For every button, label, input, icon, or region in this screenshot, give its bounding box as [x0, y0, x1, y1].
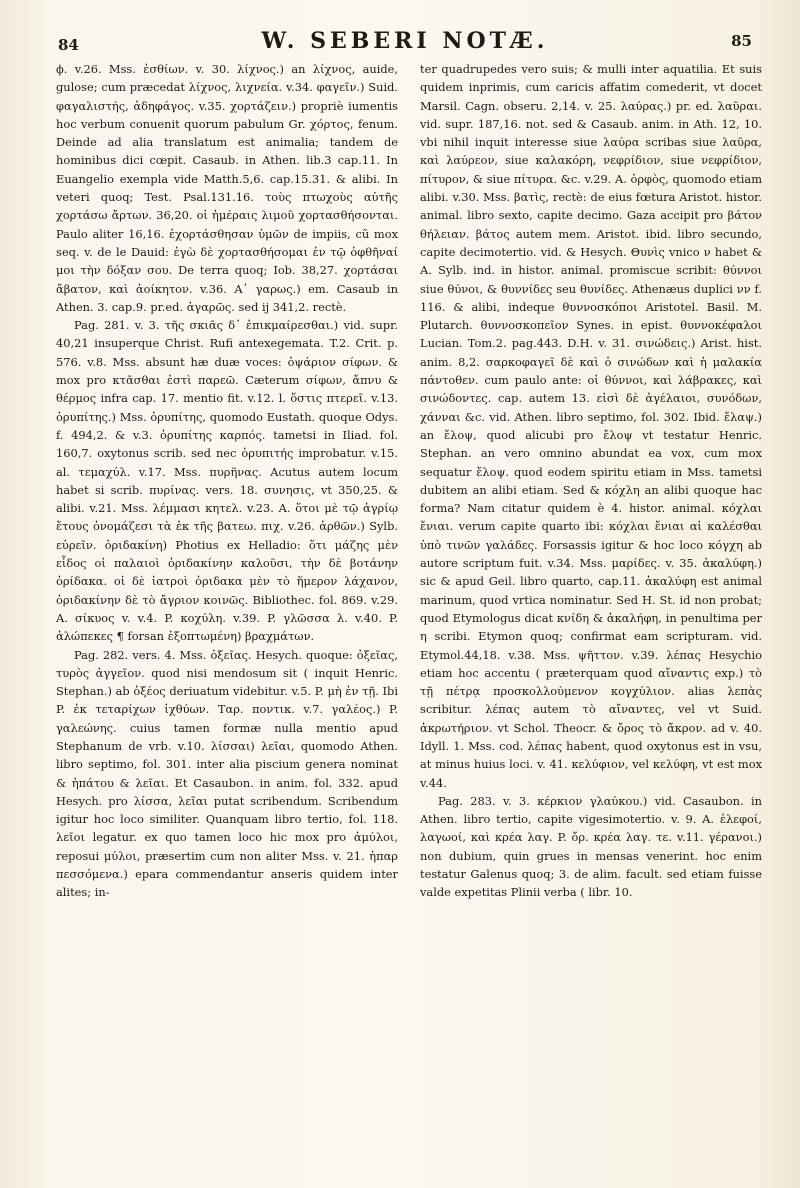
- text-columns: [56, 60, 762, 1148]
- folio-number-right: 85: [731, 32, 752, 50]
- right-column: [420, 60, 762, 1148]
- paragraph: ϕ. v.26. Mss. ἐσθίων. v. 30. λίχνος.) an λίχνος, auide, gulose; cum præcedat λίχνος, λιχνεία. v.34. φαγεῖν.) Suid. φαγαλιστής, ἀδηφάγος. v.35. χορτάζειν.) propriè iumentis hoc verbum conuenit quorum pabulum Gr. χόρτος, fenum. Deinde ad alia translatum est animalia; tandem de hominibus dici cœpit. Casaub. in Athen. lib.3 cap.11. In Euangelio exempla vide Matth.5,6. cap.15.31. & alibi. In veteri quoq; Test. Psal.131.16. τοὺς πτωχοὺς αὐτῆς χορτάσω ἄρτων. 36,20. οἱ ἡμέραις λιμοῦ χορτασθήσονται. Paulo aliter 16,16. ἐχορτάσθησαν ὑμῶν de impiis, cũ mox seq. v. de le Dauid: ἐγὼ δὲ χορτασθήσομαι ἐν τῷ ὀφθῆναί μοι τὴν δόξαν σου. De terra quoq; Iob. 38,27. χορτάσαι ἄβατον, καὶ ἀοίκητον. v.36. Α᾽ γαρως.) em. Casaub in Athen. 3. cap.9. pr.ed. ἀγαρῶς. sed ij 341,2. rectè.: [56, 62, 398, 314]
- left-column: [56, 60, 398, 1148]
- folio-number-left: 84: [58, 36, 79, 54]
- page-header: [50, 28, 760, 58]
- running-title: W. SEBERI NOTÆ.: [261, 28, 549, 54]
- paragraph: Pag. 283. v. 3. κέρκιον γλαύκου.) vid. Casaubon. in Athen. libro tertio, capite vigesimotertio. v. 9. A. ἐλεφοί, λαγωοί, καὶ κρέα λαγ. P. ὄρ. κρέα λαγ. τε. v.11. γέρανοι.) non dubium, quin grues in mensas venerint. hoc enim testatur Galenus quoq; 3. de alim. facult. sed etiam fuisse valde expetitas Plinii verba ( libr. 10.: [420, 793, 762, 900]
- paragraph: Pag. 281. v. 3. τῆς σκιᾶς δ᾽ ἐπικμαίρεσθαι.) vid. supr. 40,21 insuperque Christ. Rufi antexegemata. T.2. Crit. p. 576. v.8. Mss. absunt hæ duæ voces: ὀψάριον σίφων. & mox pro κτᾶσθαι ἐστὶ παρεῶ. Cæterum σίφων, ἄπνυ & θέρμος infra cap. 17. mentio fit. v.12. l. ὅστις πτερεῖ. v.13. ὀρυπίτης.) Mss. ὀρυπίτης, quomodo Eustath. quoque Odys. f. 494,2. & v.3. ὀρυπίτης καρπός. tametsi in Iliad. fol. 160,7. oxytonus scrib. sed nec ὀρυπιτής improbatur. v.15. al. τεμαχύλ. v.17. Mss. πυρῆνας. Acutus autem locum habet si scrib. πυρίνας. vers. 18. συνησις, vt 350,25. & alibi. v.21. Mss. λέμμασι κητελ. v.23. A. ὅτοι μὲ τῷ ἀγρίῳ ἔτους ὀνομάζεσι τὰ ἐκ τῆς βατεω. πιχ. v.26. ἀρθῶν.) Sylb. εὐρεῖν. ὀριδακίνη) Photius ex Helladio: ὅτι μάζης μὲν εἶδος οἱ παλαιοὶ ὀριδακίνην καλοῦσι, τὴν δὲ βοτάνην ὀρίδακα. οἱ δὲ ἰατροὶ ὀριδακα μὲν τὸ ἥμερον λάχανον, ὀριδακίνην δὲ τὸ ἄγριον κοινῶς. Bibliothec. fol. 869. v.29. A. σίκυος v. v.4. P. κοχύλη. v.39. P. γλῶσσα λ. v.40. P. ἀλώπεκες ¶ forsan ἐξοπτωμένη) βραχμάτων.: [56, 318, 398, 644]
- paragraph: ter quadrupedes vero suis; & mulli inter aquatilia. Et suis quidem inprimis, cum caricis affatim comederit, vt docet Marsil. Cagn. obseru. 2,14. v. 25. λαύρας.) pr. ed. λαῦραι. vid. supr. 187,16. not. sed & Casaub. anim. in Ath. 12, 10. vbi nihil inquit interesse siue λαύρα scribas siue λαῦρα, καὶ λαύρεον, siue καλακόρη, νεφρίδιον, siue νεφρίδιον, πίτυρον, & siue πίτυρα. &c. v.29. A. ὀρφὸς, quomodo etiam alibi. v.30. Mss. βατὶς, rectè: de eius fœtura Aristot. histor. animal. libro sexto, capite decimo. Gaza accipit pro βάτον θήλειαν. βάτος autem mem. Aristot. ibid. libro secundo, capite decimotertio. vid. & Hesych. Θυνὶς vnico ν habet & A. Sylb. ind. in histor. animal. promiscue scribit: θύννοι siue θύνοι, & θυννίδες seu θυνίδες. Athenæus duplici νν f. 116. & alibi, indeque θυννοσκόποι Aristotel. Basil. M. Plutarch. θυννοσκοπεῖον Synes. in epist. θυννοκέφαλοι Lucian. Tom.2. pag.443. D.H. v. 31. σινώδεις.) Arist. hist. anim. 8,2. σαρκοφαγεῖ δὲ καὶ ὁ σινώδων καὶ ἡ μαλακία πάντοθεν. cum paulo ante: οἱ θύννοι, καὶ λάβρακες, καὶ σινώδοντες. cap. autem 13. εἰσὶ δὲ ἀγέλαιοι, συνόδων, χάνναι &c. vid. Athen. libro septimo, fol. 302. Ibid. ἔλαψ.) an ἔλοψ, quod alicubi pro ἔλοψ vt testatur Henric. Stephan. an vero omnino abundat ea vox, cum mox sequatur ἔλοψ. quod eodem spiritu etiam in Mss. tametsi dubitem an alibi etiam. Sed & κόχλη an alibi quoque hac forma? Nam citatur quidem è 4. histor. animal. κόχλαι ἔνιαι. verum capite quarto ibi: κόχλαι ἔνιαι αἱ καλέσθαι ὑπὸ τινῶν γαλάδες. Forsassis igitur & hoc loco κόγχη ab autore scriptum fuit. v.34. Mss. μαρίδες. v. 35. ἀκαλύφη.) sic & apud Geil. libro quarto, cap.11. ἀκαλύφη est animal marinum, quod vrtica nominatur. Sed H. St. id non probat; quod Etymologus dicat κνίδη & ἀκαλήφη, in penultima per η scribi. Etymon quoq; confirmat eam scripturam. vid. Etymol.44,18. v.38. Mss. ψῆττον. v.39. λέπας Hesychio etiam hoc accentu ( præterquam quod αἴναντις exp.) τὸ τῇ πέτρᾳ προσκολλούμενον κογχύλιον. alias λεπὰς scribitur. λέπας autem τὸ αἴναντες, vel vt Suid. ἀκρωτήριον. vt Schol. Theocr. & ὄρος τὸ ἄκρον. ad v. 40. Idyll. 1. Mss. cod. λέπας habent, quod oxytonus est in vsu, at minus huius loci. v. 41. κελύφιον, vel κελύφη, vt est mox v.44.: [420, 62, 762, 790]
- paragraph: Pag. 282. vers. 4. Mss. ὀξεῖας. Hesych. quoque: ὀξεῖας, τυρὸς ἀγγεῖον. quod nisi mendosum sit ( inquit Henric. Stephan.) ab ὀξέος deriuatum videbitur. v.5. P. μὴ ἐν τῇ. Ibi P. ἐκ τεταρίχων ἰχθύων. Ταρ. ποντικ. v.7. γαλέος.) P. γαλεώνης. cuius tamen formæ nulla mentio apud Stephanum de vrb. v.10. λίσσαι) λεῖαι, quomodo Athen. libro septimo, fol. 301. inter alia piscium genera nominat & ἡπάτου & λεῖαι. Et Casaubon. in anim. fol. 332. apud Hesych. pro λίσσα, λεῖαι putat scribendum. Scribendum igitur hoc loco similiter. Quanquam libro tertio, fol. 118. λεῖοι legatur. ex quo tamen loco hic mox pro ἀμύλοι, reposui μύλοι, præsertim cum non aliter Mss. v. 21. ἠπαρ πεσσόμενα.) epara commendantur anseris quidem inter alites; in-: [56, 647, 398, 900]
